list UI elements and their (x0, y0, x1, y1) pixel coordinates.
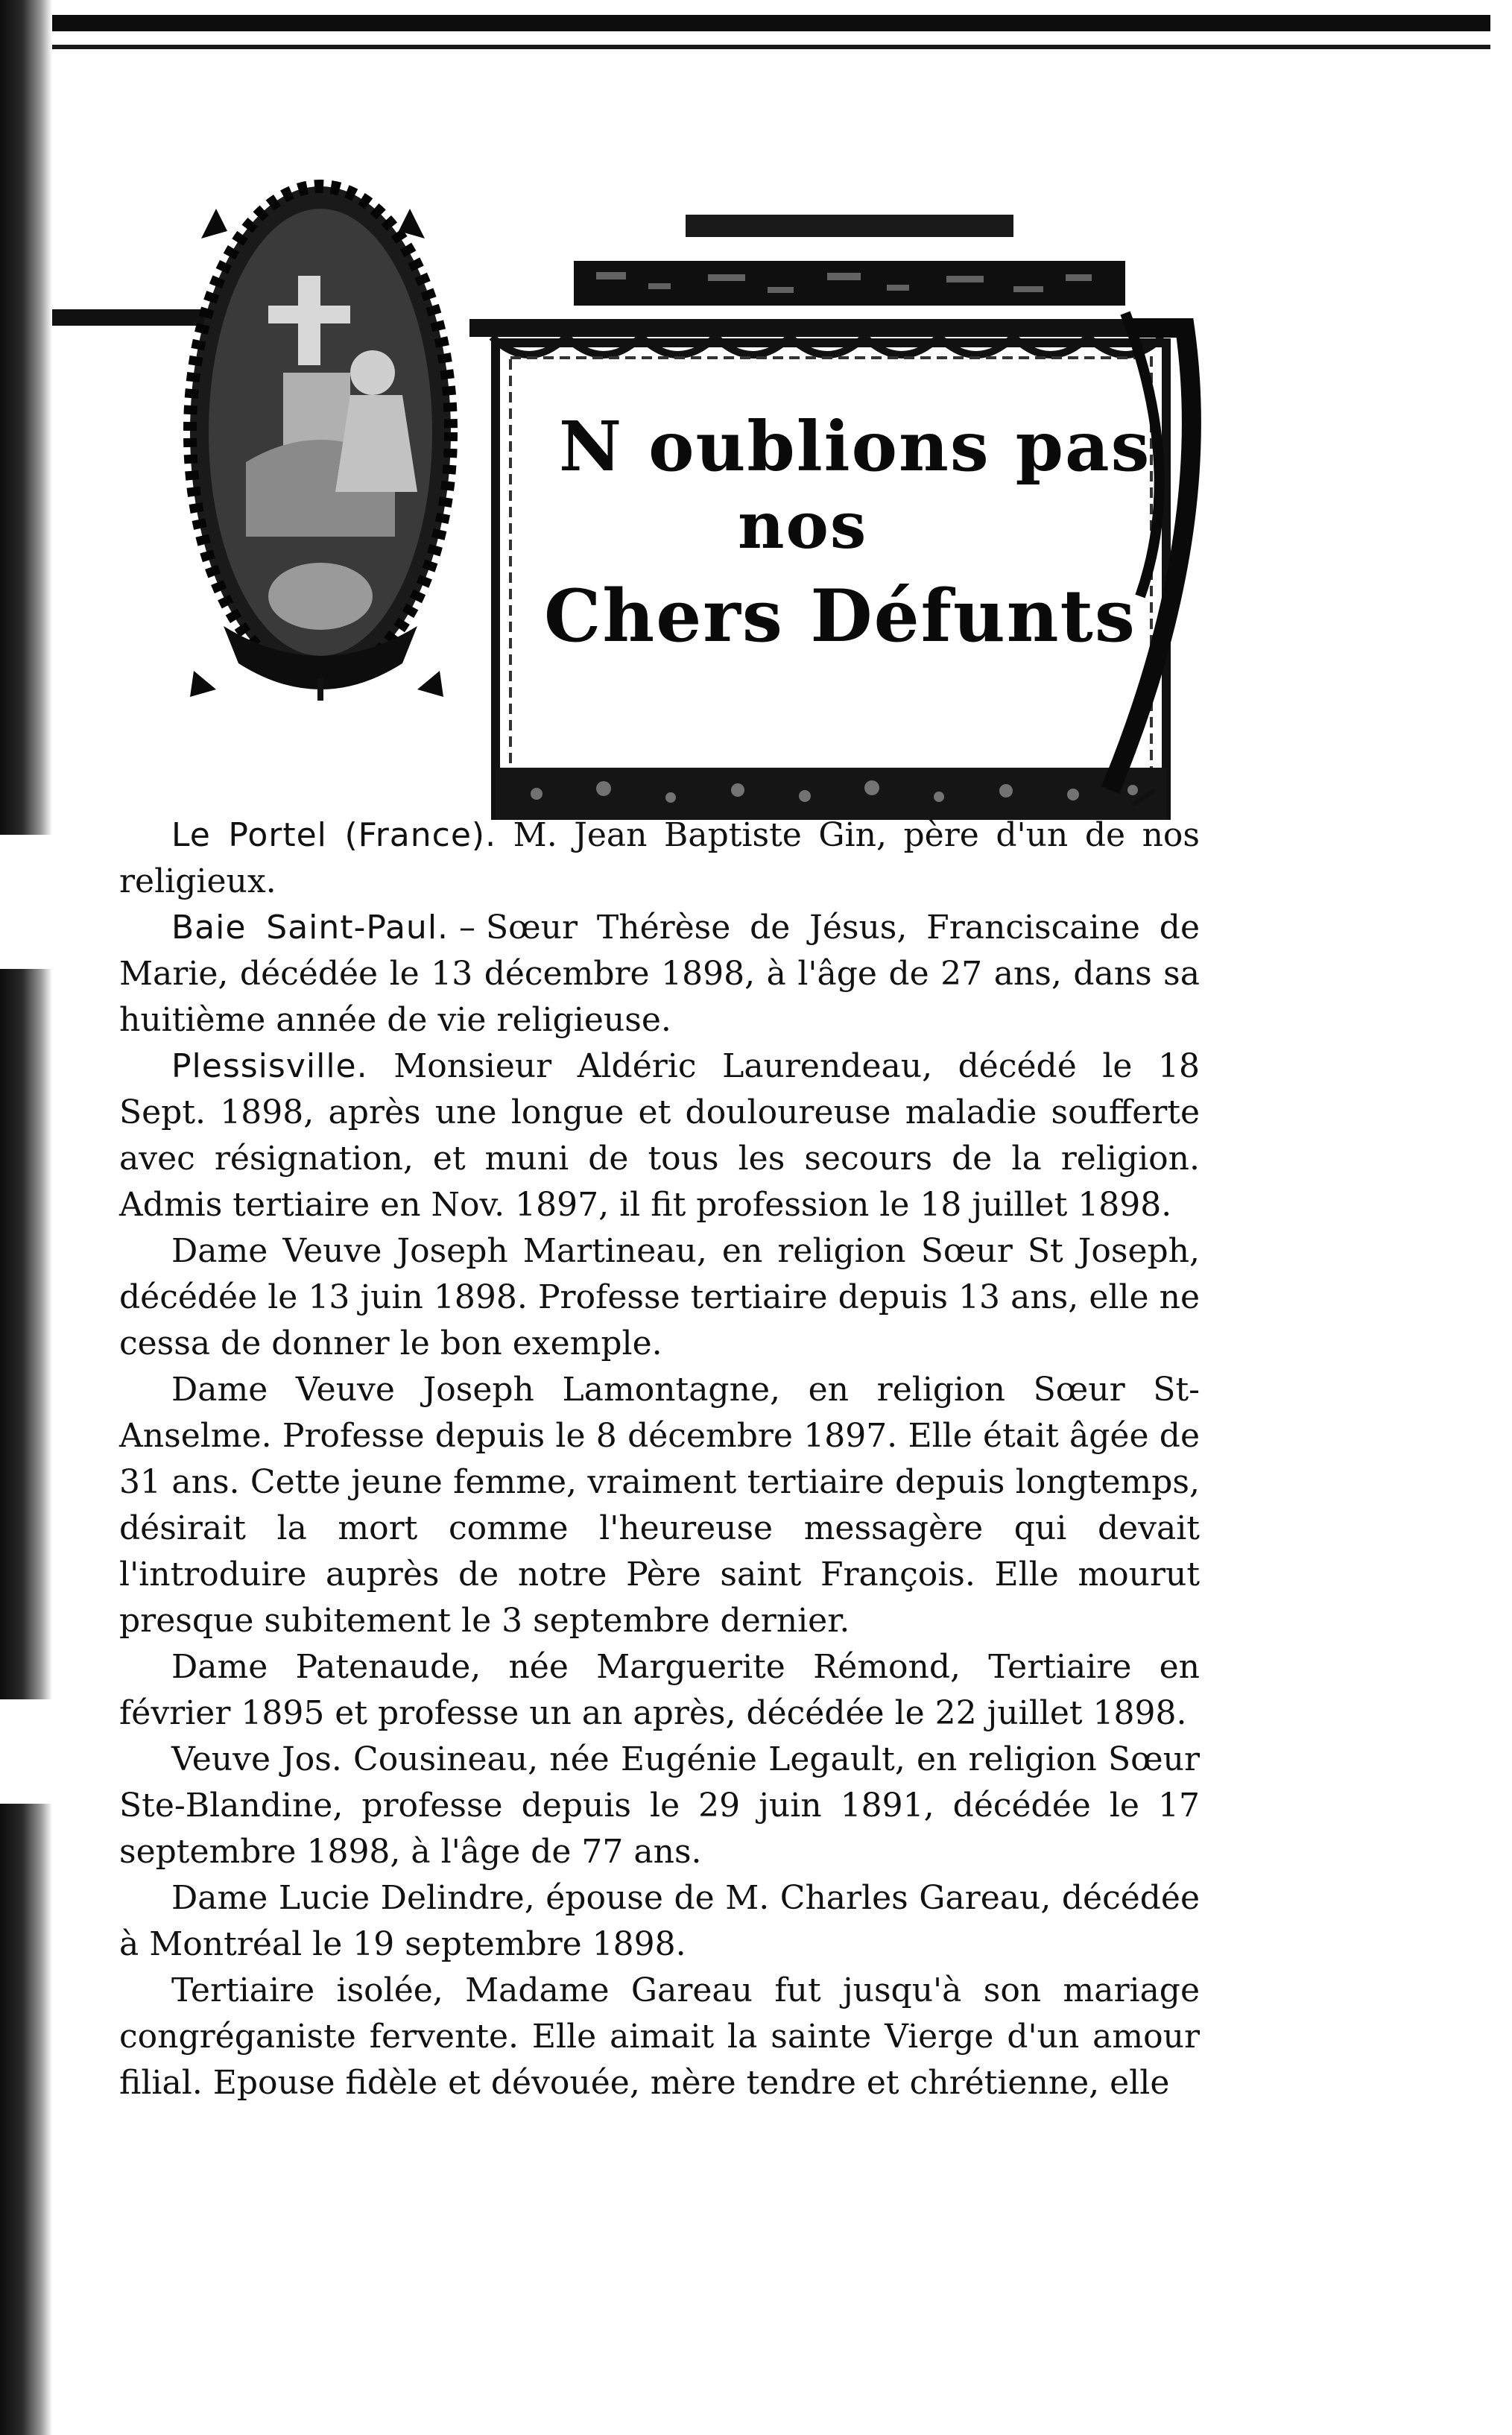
obituary-entry (119, 1875, 1200, 1968)
medallion-figure (350, 350, 395, 395)
entry-text: Dame Lucie Delindre, épouse de M. Charles Gareau, décédée à Montréal le 19 septembre 1898. (119, 1879, 1200, 1963)
entry-text: M. Jean Baptiste Gin, père d'un de nos religieux. (119, 816, 1200, 900)
entry-text: Dame Patenaude, née Marguerite Rémond, Tertiaire en février 1895 et professe un an après, décédée le 22 juillet 1898. (119, 1648, 1200, 1732)
entry-text: Dame Veuve Joseph Martineau, en religion Sœur St Joseph, décédée le 13 juin 1898. Professe tertiaire depuis 13 ans, elle ne cessa de donner le bon exemple. (119, 1232, 1200, 1362)
entry-place: Le Portel (France). (171, 816, 497, 854)
entry-text: Veuve Jos. Cousineau, née Eugénie Legault, en religion Sœur Ste-Blandine, professe depuis le 29 juin 1891, décédée le 17 septembre 1898, à l'âge de 77 ans. (119, 1740, 1200, 1871)
entry-place: Plessisville. (171, 1047, 368, 1085)
top-border-thin-rule (0, 45, 1490, 49)
title-line-2: nos (738, 488, 868, 563)
scanned-page-left-edge (0, 0, 52, 2435)
ribbon-top-band (686, 215, 1013, 237)
curtain-rod (469, 319, 1170, 337)
entry-text: Dame Veuve Joseph Lamontagne, en religion Sœur St-Anselme. Professe depuis le 8 décembre 1897. Elle était âgée de 31 ans. Cette jeune femme, vraiment tertiaire depuis longtemps, désirait la mort comme l'heureuse messagère qui devait l'introduire auprès de notre Père saint François. Elle mourut presque subitement le 3 septembre dernier. (119, 1371, 1200, 1640)
left-edge-gap (0, 1699, 52, 1804)
top-border-rule (0, 15, 1490, 31)
entry-dash: – (459, 909, 476, 947)
header-banner-title (514, 391, 1151, 689)
title-line-1: N oublions pas (559, 406, 1151, 487)
medallion-lower-figure (268, 563, 373, 630)
obituary-entry (119, 812, 1200, 905)
entry-place: Baie Saint-Paul. (171, 909, 449, 947)
obituary-entry (119, 1367, 1200, 1644)
obituary-entry (119, 905, 1200, 1043)
obituary-entry (119, 1737, 1200, 1875)
obituary-entry (119, 1228, 1200, 1367)
title-line-3: Chers Défunts (544, 574, 1136, 658)
entry-text: Sœur Thérèse de Jésus, Franciscaine de Marie, décédée le 13 décembre 1898, à l'âge de 27 ans, dans sa huitième année de vie religieuse. (119, 909, 1200, 1039)
obituary-entry (119, 1968, 1200, 2106)
left-edge-gap (0, 835, 52, 969)
obituary-entry (119, 1043, 1200, 1228)
entry-text: Tertiaire isolée, Madame Gareau fut jusqu'à son mariage congréganiste fervente. Elle aimait la sainte Vierge d'un amour filial. Epouse fidèle et dévouée, mère tendre et chrétienne, elle (119, 1971, 1200, 2102)
entry-text: Monsieur Aldéric Laurendeau, décédé le 18 Sept. 1898, après une longue et douloureuse maladie soufferte avec résignation, et muni de tous les secours de la religion. Admis tertiaire en Nov. 1897, il fit profession le 18 juillet 1898. (119, 1047, 1200, 1224)
obituary-text (119, 812, 1200, 2106)
obituary-entry (119, 1644, 1200, 1737)
